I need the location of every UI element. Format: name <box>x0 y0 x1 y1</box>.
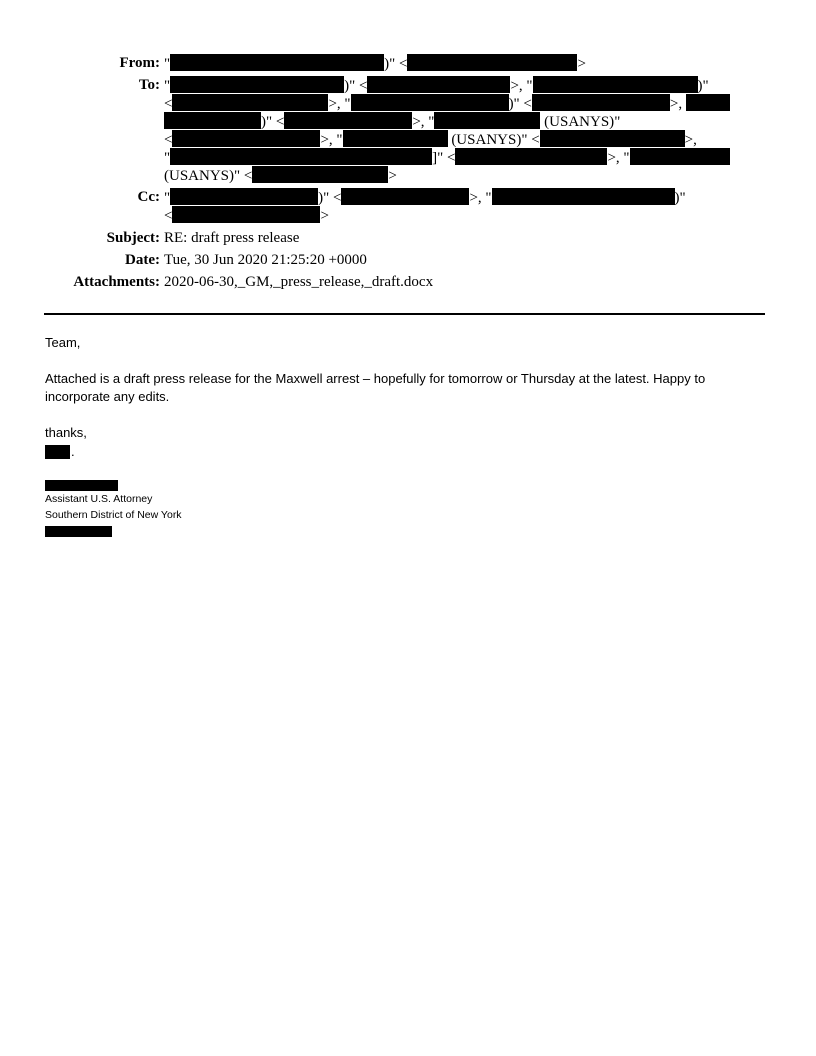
usanys-text: (USANYS) <box>451 132 522 148</box>
cc-label: Cc: <box>137 189 160 205</box>
redaction <box>532 94 670 111</box>
cc-line-1: " )" < >, " )" <box>164 190 686 206</box>
redaction <box>455 148 607 165</box>
redaction <box>686 94 730 111</box>
signature-office: Southern District of New York <box>45 509 182 521</box>
redaction <box>170 54 384 71</box>
closing: thanks, <box>45 425 87 440</box>
redaction <box>164 112 261 129</box>
redaction <box>630 148 730 165</box>
attachments-label: Attachments: <box>73 274 160 290</box>
greeting: Team, <box>45 335 81 350</box>
signature-title: Assistant U.S. Attorney <box>45 493 153 505</box>
redaction <box>492 188 675 205</box>
from-label: From: <box>119 55 160 71</box>
redaction <box>252 166 388 183</box>
cc-line-2: < > <box>164 208 329 224</box>
redaction <box>172 206 320 223</box>
redaction <box>351 94 509 111</box>
to-label: To: <box>138 77 160 93</box>
to-line-1: " )" < >, " )" <box>164 78 709 94</box>
redaction <box>172 130 320 147</box>
from-value: " )" < > <box>164 56 586 72</box>
redaction <box>284 112 412 129</box>
redaction <box>367 76 510 93</box>
usanys-text: (USANYS) <box>544 114 615 130</box>
redaction <box>170 76 344 93</box>
header-divider <box>44 313 765 315</box>
date-value: Tue, 30 Jun 2020 21:25:20 +0000 <box>164 252 367 268</box>
sender-name-redaction <box>45 480 118 491</box>
subject-value: RE: draft press release <box>164 230 300 246</box>
subject-label: Subject: <box>106 230 160 246</box>
date-label: Date: <box>125 252 160 268</box>
redaction <box>341 188 469 205</box>
to-line-6: (USANYS)" < > <box>164 168 397 184</box>
redaction <box>533 76 698 93</box>
period: . <box>71 444 75 459</box>
to-line-3: )" < >, " (USANYS)" <box>164 112 620 131</box>
redaction <box>343 130 448 147</box>
sender-initials-redaction <box>45 445 70 459</box>
to-line-5: " ]" < >, " <box>164 148 730 167</box>
to-line-2: < >, " )" < >, <box>164 94 730 113</box>
usanys-text: (USANYS) <box>164 168 235 184</box>
redaction <box>407 54 577 71</box>
attachment-file[interactable]: 2020-06-30,_GM,_press_release,_draft.docx <box>164 274 434 290</box>
redaction <box>170 148 432 165</box>
body-paragraph: Attached is a draft press release for the Maxwell arrest – hopefully for tomorrow or Thursday at the latest. Happy to incorporate any edits. <box>45 371 706 404</box>
redaction <box>172 94 328 111</box>
sender-contact-redaction <box>45 526 112 537</box>
redaction <box>170 188 318 205</box>
to-line-4: < >, " (USANYS)" < >, <box>164 132 697 148</box>
redaction <box>434 112 540 129</box>
redaction <box>540 130 685 147</box>
